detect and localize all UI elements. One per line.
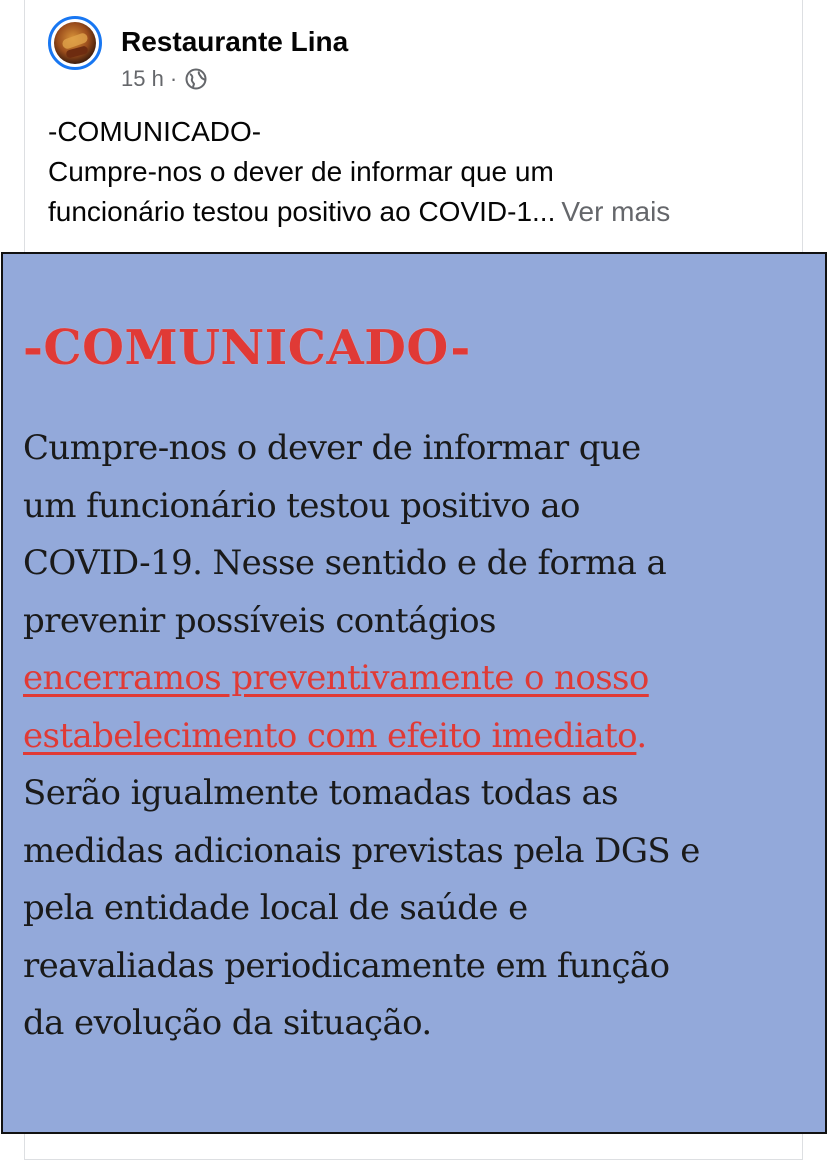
image-text-line: um funcionário testou positivo ao (23, 485, 580, 526)
post-message-line: Cumpre-nos o dever de informar que um (48, 156, 554, 187)
meta-separator: · (169, 66, 178, 91)
post-meta (121, 66, 207, 92)
image-text-line: medidas adicionais previstas pela DGS e (23, 830, 700, 871)
page-name-link[interactable]: Restaurante Lina (121, 26, 349, 57)
image-heading: -COMUNICADO- (23, 320, 471, 376)
image-body-text (23, 420, 818, 1053)
post-message-truncated: funcionário testou positivo ao COVID-1... (48, 196, 556, 227)
post-image[interactable] (1, 252, 827, 1134)
image-text-line: da evolução da situação. (23, 1003, 432, 1043)
image-highlight-line: estabelecimento com efeito imediato (23, 715, 637, 756)
avatar-image (54, 22, 96, 64)
image-highlight-line: encerramos preventivamente o nosso (23, 658, 649, 698)
image-text-line: Serão igualmente tomadas todas as (23, 773, 619, 813)
image-highlight-period: . (636, 715, 647, 756)
post-message-line (48, 192, 788, 232)
image-text-line: pela entidade local de saúde e (23, 888, 528, 928)
image-text-line (23, 708, 818, 766)
post-message (48, 112, 788, 232)
post-time-link[interactable]: 15 h (121, 66, 164, 91)
post-message-line: -COMUNICADO- (48, 116, 262, 147)
image-text-line: prevenir possíveis contágios (23, 600, 496, 641)
image-text-line: reavaliadas periodicamente em função (23, 945, 670, 986)
page-avatar[interactable] (48, 16, 102, 70)
image-text-line: COVID-19. Nesse sentido e de forma a (23, 543, 667, 583)
image-text-line: Cumpre-nos o dever de informar que (23, 428, 641, 468)
see-more-link[interactable]: Ver mais (561, 196, 671, 227)
globe-icon[interactable] (185, 68, 207, 90)
